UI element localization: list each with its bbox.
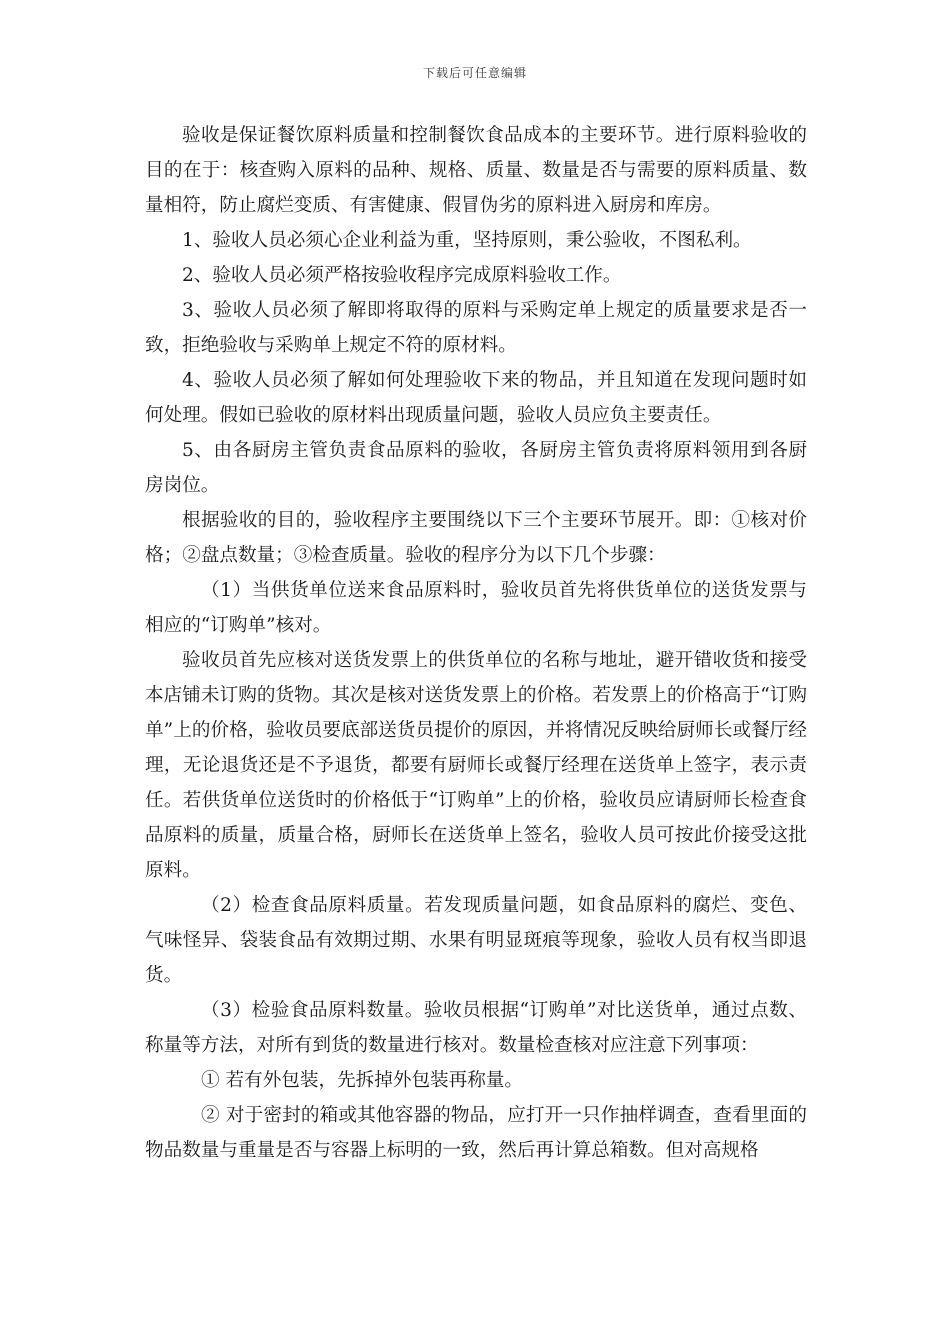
rule-4-paragraph: 4、验收人员必须了解如何处理验收下来的物品，并且知道在发现问题时如何处理。假如已验收的原材料出现质量问题，验收人员应负主要责任。 xyxy=(145,370,807,426)
intro-paragraph: 验收是保证餐饮原料质量和控制餐饮食品成本的主要环节。进行原料验收的目的在于：核查购入原料的品种、规格、质量、数量是否与需要的原料质量、数量相符，防止腐烂变质、有害健康、假冒伪劣的原料进入厨房和库房。 xyxy=(145,125,807,216)
procedure-intro-paragraph: 根据验收的目的，验收程序主要围绕以下三个主要环节展开。即：①核对价格；②盘点数量；③检查质量。验收的程序分为以下几个步骤： xyxy=(145,510,807,566)
note-2-paragraph: ② 对于密封的箱或其他容器的物品，应打开一只作抽样调查，查看里面的物品数量与重量是否与容器上标明的一致，然后再计算总箱数。但对高规格 xyxy=(145,1105,807,1161)
step-3-paragraph: （3）检验食品原料数量。验收员根据“订购单”对比送货单，通过点数、称量等方法，对所有到货的数量进行核对。数量检查核对应注意下列事项： xyxy=(145,1000,807,1056)
step-1-detail-paragraph: 验收员首先应核对送货发票上的供货单位的名称与地址，避开错收货和接受本店铺未订购的货物。其次是核对送货发票上的价格。若发票上的价格高于“订购单”上的价格，验收员要底部送货员提价的原因，并将情况反映给厨师长或餐厅经理，无论退货还是不予退货，都要有厨师长或餐厅经理在送货单上签字，表示责任。若供货单位送货时的价格低于“订购单”上的价格，验收员应请厨师长检查食品原料的质量，质量合格，厨师长在送货单上签名，验收人员可按此价接受这批原料。 xyxy=(145,650,807,881)
step-1-paragraph: （1）当供货单位送来食品原料时，验收员首先将供货单位的送货发票与相应的“订购单”核对。 xyxy=(145,580,807,636)
rule-5-paragraph: 5、由各厨房主管负责食品原料的验收，各厨房主管负责将原料领用到各厨房岗位。 xyxy=(145,440,807,496)
rule-1-paragraph: 1、验收人员必须心企业利益为重，坚持原则，秉公验收，不图私利。 xyxy=(182,230,752,251)
note-1-paragraph: ① 若有外包装，先拆掉外包装再称量。 xyxy=(201,1070,524,1091)
document-body xyxy=(145,118,807,1168)
rule-2-paragraph: 2、验收人员必须严格按验收程序完成原料验收工作。 xyxy=(182,265,622,286)
rule-3-paragraph: 3、验收人员必须了解即将取得的原料与采购定单上规定的质量要求是否一致，拒绝验收与采购单上规定不符的原材料。 xyxy=(145,300,807,356)
step-2-paragraph: （2）检查食品原料质量。若发现质量问题，如食品原料的腐烂、变色、气味怪异、袋装食品有效期过期、水果有明显斑痕等现象，验收人员有权当即退货。 xyxy=(145,895,807,986)
header-note: 下载后可任意编辑 xyxy=(422,66,527,80)
